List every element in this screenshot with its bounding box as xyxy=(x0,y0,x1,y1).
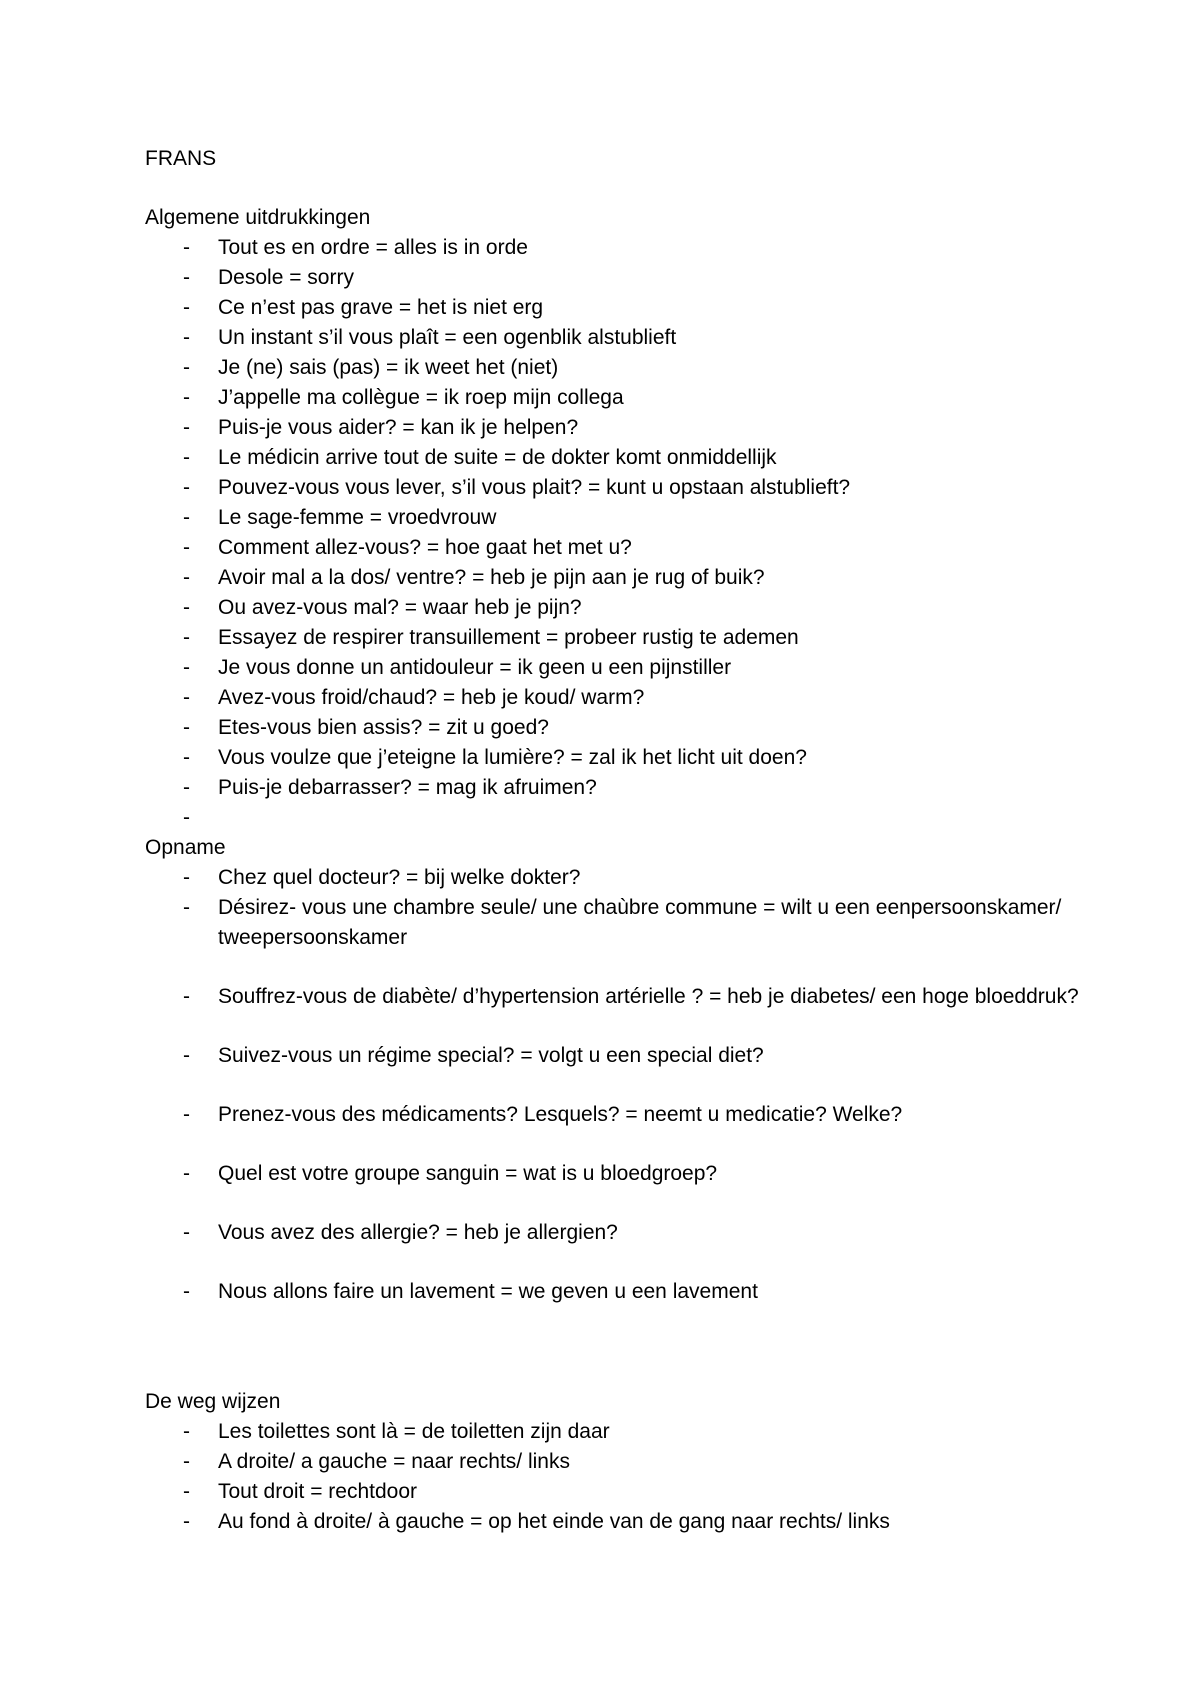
list-item-text: Vous avez des allergie? = heb je allergien? xyxy=(218,1221,618,1244)
bullet-dash: - xyxy=(183,686,190,709)
bullet-dash: - xyxy=(183,356,190,379)
list-item xyxy=(145,443,1105,473)
list-item xyxy=(145,1477,1105,1507)
list-item xyxy=(145,533,1105,563)
list-item-text: Chez quel docteur? = bij welke dokter? xyxy=(218,866,581,889)
bullet-dash: - xyxy=(183,1280,190,1303)
section-opname xyxy=(145,833,1105,1307)
bullet-dash: - xyxy=(183,626,190,649)
list-item-text: Quel est votre groupe sanguin = wat is u bloedgroep? xyxy=(218,1162,718,1185)
list-item xyxy=(145,982,1105,1012)
list-item-text: Prenez-vous des médicaments? Lesquels? = neemt u medicatie? Welke? xyxy=(218,1103,903,1126)
list-item-text: Le sage-femme = vroedvrouw xyxy=(218,506,497,529)
list-item xyxy=(145,293,1105,323)
list-item xyxy=(145,503,1105,533)
list-item xyxy=(145,1159,1105,1189)
list-item-text: Pouvez-vous vous lever, s’il vous plait? = kunt u opstaan alstublieft? xyxy=(218,476,851,499)
list-item xyxy=(145,683,1105,713)
list-item xyxy=(145,743,1105,773)
section-de-weg-wijzen xyxy=(145,1387,1105,1537)
list-item-text: Avez-vous froid/chaud? = heb je koud/ warm? xyxy=(218,686,645,709)
list-item xyxy=(145,353,1105,383)
bullet-dash: - xyxy=(183,566,190,589)
list-item-text: Un instant s’il vous plaît = een ogenblik alstublieft xyxy=(218,326,677,349)
list-item-text: Souffrez-vous de diabète/ d’hypertension artérielle ? = heb je diabetes/ een hoge bloeddruk? xyxy=(218,985,1079,1008)
bullet-dash: - xyxy=(183,296,190,319)
list-item-text: Je (ne) sais (pas) = ik weet het (niet) xyxy=(218,356,559,379)
list-item-text: Desole = sorry xyxy=(218,266,354,289)
bullet-dash: - xyxy=(183,536,190,559)
list-item-text: Suivez-vous un régime special? = volgt u een special diet? xyxy=(218,1044,764,1067)
bullet-dash: - xyxy=(183,1510,190,1533)
bullet-dash: - xyxy=(183,896,190,919)
list-item-text: Avoir mal a la dos/ ventre? = heb je pijn aan je rug of buik? xyxy=(218,566,765,589)
list-item xyxy=(145,893,1105,953)
list-item xyxy=(145,1507,1105,1537)
bullet-dash: - xyxy=(183,476,190,499)
section-algemene-uitdrukkingen xyxy=(145,203,1105,833)
list-item xyxy=(145,713,1105,743)
expression-list xyxy=(145,233,1105,833)
bullet-dash: - xyxy=(183,326,190,349)
list-item-text: Vous voulze que j’eteigne la lumière? = zal ik het licht uit doen? xyxy=(218,746,807,769)
bullet-dash: - xyxy=(183,985,190,1008)
list-item-text: Puis-je vous aider? = kan ik je helpen? xyxy=(218,416,579,439)
bullet-dash: - xyxy=(183,266,190,289)
list-item-empty xyxy=(145,803,1105,833)
list-item-text: Etes-vous bien assis? = zit u goed? xyxy=(218,716,549,739)
list-item xyxy=(145,1447,1105,1477)
bullet-dash: - xyxy=(183,386,190,409)
list-item xyxy=(145,323,1105,353)
bullet-dash: - xyxy=(183,1103,190,1126)
list-item xyxy=(145,413,1105,443)
list-item-text: Au fond à droite/ à gauche = op het einde van de gang naar rechts/ links xyxy=(218,1510,890,1533)
list-item xyxy=(145,1100,1105,1130)
bullet-dash: - xyxy=(183,506,190,529)
bullet-dash: - xyxy=(183,866,190,889)
bullet-dash: - xyxy=(183,1162,190,1185)
section-heading: De weg wijzen xyxy=(145,1390,281,1413)
list-item-text: A droite/ a gauche = naar rechts/ links xyxy=(218,1450,570,1473)
list-item xyxy=(145,623,1105,653)
list-item xyxy=(145,773,1105,803)
section-heading: Algemene uitdrukkingen xyxy=(145,206,371,229)
list-item xyxy=(145,863,1105,893)
bullet-dash: - xyxy=(183,1044,190,1067)
bullet-dash: - xyxy=(183,416,190,439)
bullet-dash: - xyxy=(183,236,190,259)
list-item xyxy=(145,233,1105,263)
list-item-text: Ce n’est pas grave = het is niet erg xyxy=(218,296,544,319)
list-item xyxy=(145,473,1105,503)
bullet-dash: - xyxy=(183,1450,190,1473)
list-item-text: Tout es en ordre = alles is in orde xyxy=(218,236,528,259)
expression-list xyxy=(145,1417,1105,1537)
list-item-text: Essayez de respirer transuillement = probeer rustig te ademen xyxy=(218,626,799,649)
list-item xyxy=(145,563,1105,593)
list-item xyxy=(145,1218,1105,1248)
document-title: FRANS xyxy=(145,147,217,170)
list-item xyxy=(145,653,1105,683)
section-heading: Opname xyxy=(145,836,226,859)
list-item-text: Puis-je debarrasser? = mag ik afruimen? xyxy=(218,776,597,799)
list-item xyxy=(145,593,1105,623)
bullet-dash: - xyxy=(183,1480,190,1503)
list-item-text: J’appelle ma collègue = ik roep mijn collega xyxy=(218,386,624,409)
list-item xyxy=(145,1041,1105,1071)
list-item xyxy=(145,1277,1105,1307)
bullet-dash: - xyxy=(183,776,190,799)
list-item-text: Les toilettes sont là = de toiletten zijn daar xyxy=(218,1420,610,1443)
list-item xyxy=(145,263,1105,293)
bullet-dash: - xyxy=(183,806,190,829)
bullet-dash: - xyxy=(183,1420,190,1443)
list-item xyxy=(145,1417,1105,1447)
list-item-text: Je vous donne un antidouleur = ik geen u een pijnstiller xyxy=(218,656,732,679)
list-item xyxy=(145,383,1105,413)
bullet-dash: - xyxy=(183,446,190,469)
expression-list xyxy=(145,863,1105,893)
bullet-dash: - xyxy=(183,716,190,739)
expression-list-spaced xyxy=(145,893,1105,1307)
bullet-dash: - xyxy=(183,1221,190,1244)
bullet-dash: - xyxy=(183,746,190,769)
bullet-dash: - xyxy=(183,656,190,679)
list-item-text: Ou avez-vous mal? = waar heb je pijn? xyxy=(218,596,582,619)
list-item-text: Désirez- vous une chambre seule/ une chaùbre commune = wilt u een eenpersoonskamer/ tweepersoonskamer xyxy=(218,896,1062,949)
list-item-text: Comment allez-vous? = hoe gaat het met u? xyxy=(218,536,632,559)
list-item-text: Le médicin arrive tout de suite = de dokter komt onmiddellijk xyxy=(218,446,777,469)
list-item-text: Nous allons faire un lavement = we geven u een lavement xyxy=(218,1280,758,1303)
list-item-text: Tout droit = rechtdoor xyxy=(218,1480,418,1503)
bullet-dash: - xyxy=(183,596,190,619)
